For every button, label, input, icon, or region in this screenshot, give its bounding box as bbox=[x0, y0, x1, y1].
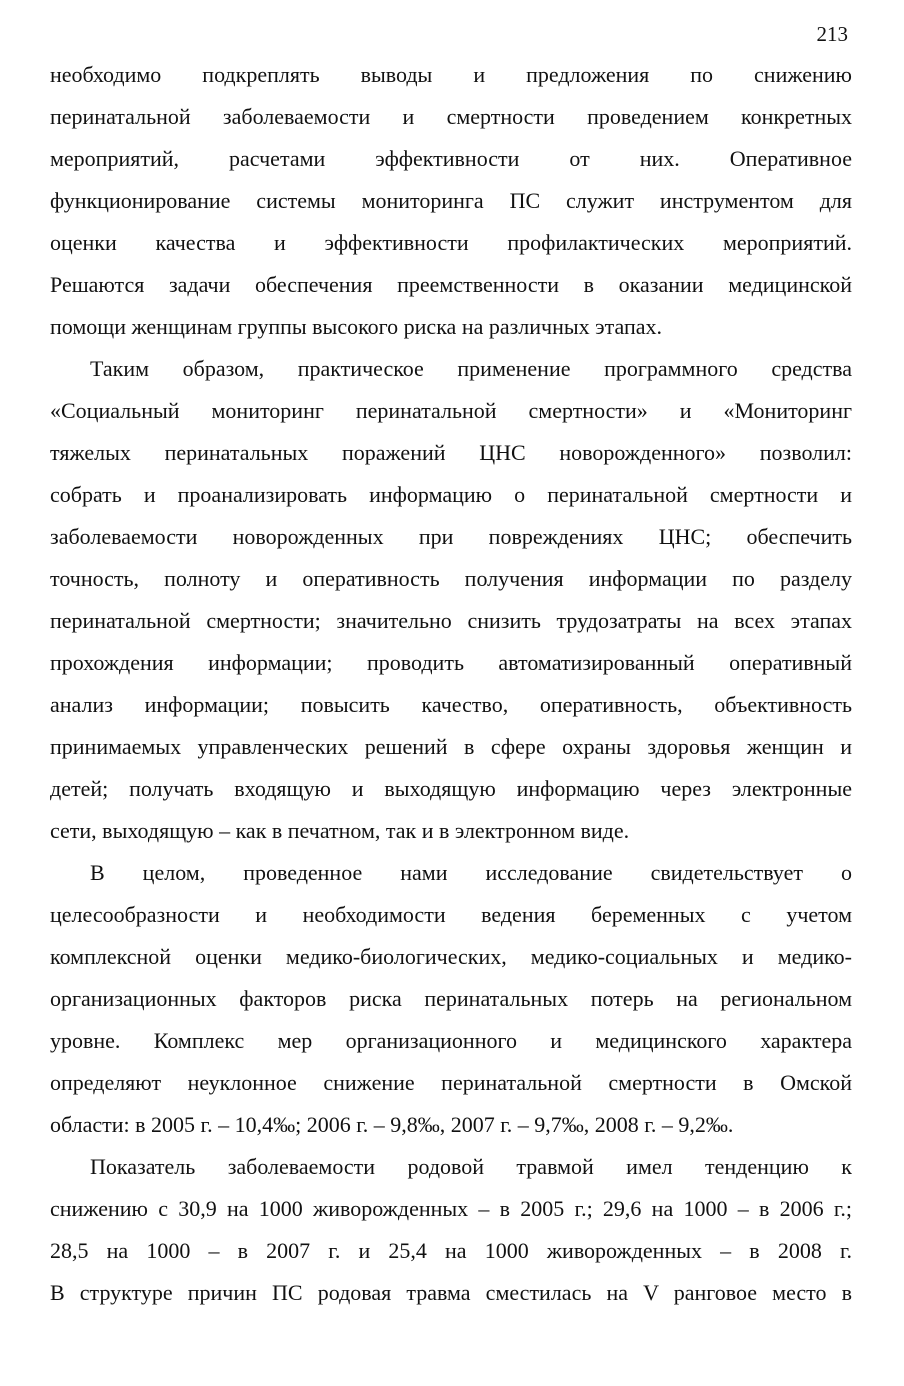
text-line: тяжелых перинатальных поражений ЦНС новорожденного» позволил: bbox=[50, 440, 852, 465]
text-line: 28,5 на 1000 – в 2007 г. и 25,4 на 1000 живорожденных – в 2008 г. bbox=[50, 1238, 852, 1263]
text-line: точность, полноту и оперативность получения информации по разделу bbox=[50, 566, 852, 591]
text-line: собрать и проанализировать информацию о перинатальной смертности и bbox=[50, 482, 852, 507]
text-line: Показатель заболеваемости родовой травмой имел тенденцию к bbox=[90, 1154, 852, 1179]
text-line: анализ информации; повысить качество, оперативность, объективность bbox=[50, 692, 852, 717]
text-line: мероприятий, расчетами эффективности от них. Оперативное bbox=[50, 146, 852, 171]
text-line: Решаются задачи обеспечения преемственности в оказании медицинской bbox=[50, 272, 852, 297]
text-line: уровне. Комплекс мер организационного и медицинского характера bbox=[50, 1028, 852, 1053]
text-line: необходимо подкреплять выводы и предложения по снижению bbox=[50, 62, 852, 87]
text-line: детей; получать входящую и выходящую информацию через электронные bbox=[50, 776, 852, 801]
text-line: снижению с 30,9 на 1000 живорожденных – в 2005 г.; 29,6 на 1000 – в 2006 г.; bbox=[50, 1196, 852, 1221]
text-line: заболеваемости новорожденных при повреждениях ЦНС; обеспечить bbox=[50, 524, 852, 549]
text-line: В структуре причин ПС родовая травма сместилась на V ранговое место в bbox=[50, 1280, 852, 1305]
text-line: прохождения информации; проводить автоматизированный оперативный bbox=[50, 650, 852, 675]
text-line: функционирование системы мониторинга ПС служит инструментом для bbox=[50, 188, 852, 213]
text-line: определяют неуклонное снижение перинатальной смертности в Омской bbox=[50, 1070, 852, 1095]
text-line: «Социальный мониторинг перинатальной смертности» и «Мониторинг bbox=[50, 398, 852, 423]
text-line: Таким образом, практическое применение программного средства bbox=[90, 356, 852, 381]
text-line: В целом, проведенное нами исследование свидетельствует о bbox=[90, 860, 852, 885]
page-number: 213 bbox=[816, 22, 848, 46]
text-line: организационных факторов риска перинатальных потерь на региональном bbox=[50, 986, 852, 1011]
text-line: перинатальной заболеваемости и смертности проведением конкретных bbox=[50, 104, 852, 129]
text-line: оценки качества и эффективности профилактических мероприятий. bbox=[50, 230, 852, 255]
text-line: помощи женщинам группы высокого риска на различных этапах. bbox=[50, 314, 663, 339]
text-line: принимаемых управленческих решений в сфере охраны здоровья женщин и bbox=[50, 734, 852, 759]
text-line: целесообразности и необходимости ведения беременных с учетом bbox=[50, 902, 852, 927]
text-line: сети, выходящую – как в печатном, так и в электронном виде. bbox=[50, 818, 630, 843]
text-line: области: в 2005 г. – 10,4‰; 2006 г. – 9,8‰, 2007 г. – 9,7‰, 2008 г. – 9,2‰. bbox=[50, 1112, 734, 1137]
text-line: комплексной оценки медико-биологических, медико-социальных и медико- bbox=[50, 944, 852, 969]
text-line: перинатальной смертности; значительно снизить трудозатраты на всех этапах bbox=[50, 608, 852, 633]
